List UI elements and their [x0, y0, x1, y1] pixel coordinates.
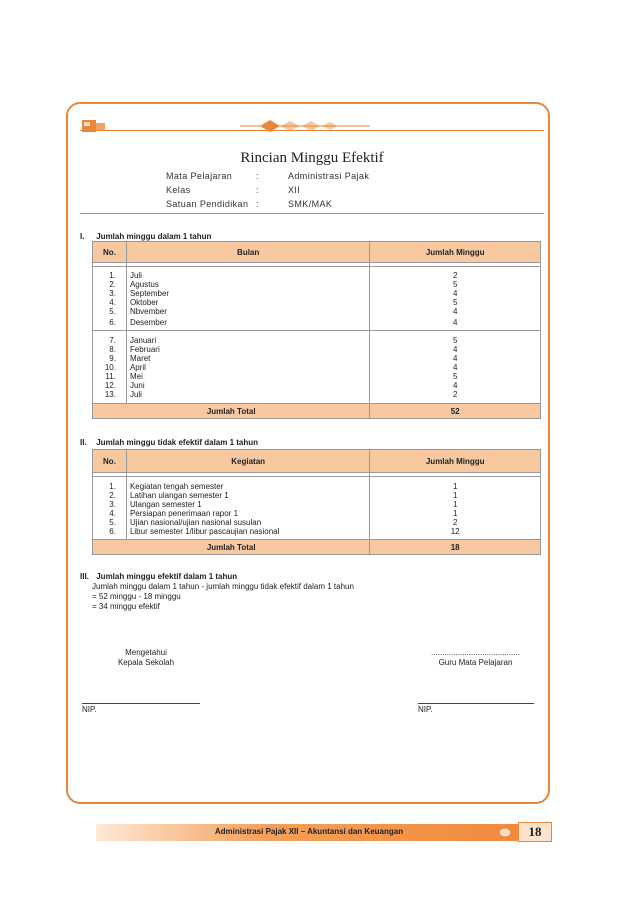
row-no: 3. — [109, 289, 116, 298]
col-header-jumlah: Jumlah Minggu — [370, 450, 541, 473]
row-no: 1. — [109, 482, 116, 491]
total-row — [93, 404, 541, 419]
row-bulan: Januari — [129, 336, 157, 345]
row-jumlah: 1 — [452, 509, 458, 518]
section-1-heading — [80, 232, 211, 241]
calc-line: = 34 minggu efektif — [92, 602, 160, 611]
row-no: 6. — [109, 527, 116, 536]
total-value: 52 — [370, 404, 541, 419]
page-title: Rincian Minggu Efektif — [240, 150, 384, 166]
meta-row — [166, 169, 369, 183]
row-bulan: September — [129, 289, 170, 298]
col-header-bulan: Bulan — [126, 242, 369, 263]
section-number: I. — [80, 232, 85, 241]
row-bulan: April — [129, 363, 146, 372]
row-jumlah: 2 — [452, 518, 458, 527]
page-number: 18 — [518, 822, 552, 842]
row-kegiatan: Kegiatan tengah semester — [129, 482, 224, 491]
row-kegiatan: Latihan ulangan semester 1 — [129, 491, 229, 500]
row-bulan: Mei — [129, 372, 143, 381]
sign-left-line1: Mengetahui — [125, 648, 167, 657]
table-header-row — [93, 450, 541, 473]
weeks-table — [92, 241, 541, 419]
section-title: Jumlah minggu dalam 1 tahun — [96, 232, 212, 241]
sign-right-line2: Guru Mata Pelajaran — [438, 658, 513, 667]
row-kegiatan: Libur semester 1/libur pascaujian nasional — [129, 527, 280, 536]
non-effective-table — [92, 449, 541, 555]
meta-key: Mata Pelajaran — [166, 171, 233, 181]
row-jumlah: 1 — [452, 491, 458, 500]
meta-key: Satuan Pendidikan — [166, 199, 249, 209]
sign-left-line2: Kepala Sekolah — [117, 658, 175, 667]
row-bulan: Juli — [129, 271, 142, 280]
section-number: II. — [80, 438, 87, 447]
col-header-kegiatan: Kegiatan — [126, 450, 369, 473]
header-divider — [80, 213, 544, 214]
meta-row — [166, 183, 369, 197]
section-3-heading — [80, 572, 237, 581]
meta-colon: : — [256, 199, 259, 209]
row-bulan: Agustus — [129, 280, 159, 289]
row-bulan: Oktober — [129, 298, 159, 307]
row-no: 3. — [109, 500, 116, 509]
meta-key: Kelas — [166, 185, 191, 195]
meta-value: XII — [288, 185, 301, 195]
meta-colon: : — [256, 185, 259, 195]
row-jumlah: 2 — [452, 390, 458, 399]
row-no: 7. — [109, 336, 116, 345]
row-jumlah: 5 — [452, 280, 458, 289]
row-kegiatan: Persiapan penerimaan rapor 1 — [129, 509, 239, 518]
meta-colon: : — [256, 171, 259, 181]
row-jumlah: 4 — [452, 381, 458, 390]
row-bulan: Februari — [129, 345, 160, 354]
row-kegiatan: Ulangan semester 1 — [129, 500, 202, 509]
total-value: 18 — [370, 540, 541, 555]
row-no: 10. — [104, 363, 116, 372]
section-number: III. — [80, 572, 89, 581]
row-no: 9. — [109, 354, 116, 363]
meta-row — [166, 197, 369, 211]
row-jumlah: 4 — [452, 345, 458, 354]
row-jumlah: 2 — [452, 271, 458, 280]
calc-line: Jumlah minggu dalam 1 tahun - jumlah minggu tidak efektif dalam 1 tahun — [92, 582, 354, 591]
table-group-2 — [93, 331, 541, 404]
nip-right: NIP. — [418, 705, 433, 714]
row-no: 4. — [109, 298, 116, 307]
row-jumlah: 4 — [452, 307, 458, 316]
effective-calculation — [92, 582, 354, 612]
row-bulan: Juni — [129, 381, 145, 390]
row-no: 1. — [109, 271, 116, 280]
section-2-heading — [80, 438, 258, 447]
section-title: Jumlah minggu efektif dalam 1 tahun — [96, 572, 238, 581]
row-no: 11. — [105, 372, 116, 381]
col-header-jumlah: Jumlah Minggu — [370, 242, 541, 263]
sign-right-dots: ........................................ — [431, 648, 520, 657]
row-no: 2. — [109, 491, 116, 500]
footer — [66, 824, 552, 841]
row-bulan: Desember — [129, 318, 167, 327]
footer-title: Administrasi Pajak XII – Akuntansi dan Keuangan — [214, 827, 404, 836]
row-jumlah: 4 — [452, 289, 458, 298]
row-no: 2. — [109, 280, 116, 289]
row-jumlah: 4 — [452, 363, 458, 372]
row-kegiatan: Ujian nasional/ujian nasional susulan — [129, 518, 262, 527]
total-label: Jumlah Total — [93, 404, 370, 419]
row-jumlah: 1 — [452, 482, 458, 491]
meta-info — [166, 169, 369, 211]
signature-line-right — [418, 703, 534, 704]
meta-value: SMK/MAK — [288, 199, 333, 209]
row-jumlah: 5 — [452, 298, 458, 307]
row-jumlah: 12 — [450, 527, 460, 536]
signature-line-left — [82, 703, 200, 704]
signature-right — [418, 648, 533, 668]
row-no: 6. — [109, 318, 116, 327]
calc-line: = 52 minggu - 18 minggu — [92, 592, 181, 601]
table-group-1 — [93, 267, 541, 331]
row-bulan: Juli — [129, 390, 142, 399]
row-no: 12. — [104, 381, 116, 390]
signature-left — [100, 648, 192, 668]
col-header-no: No. — [93, 450, 127, 473]
table-header-row — [93, 242, 541, 263]
row-no: 4. — [109, 509, 116, 518]
row-jumlah: 5 — [452, 372, 458, 381]
row-no: 5. — [109, 518, 116, 527]
total-row — [93, 540, 541, 555]
row-jumlah: 1 — [452, 500, 458, 509]
col-header-no: No. — [93, 242, 127, 263]
section-title: Jumlah minggu tidak efektif dalam 1 tahun — [96, 438, 259, 447]
table-group — [93, 477, 541, 540]
row-no: 8. — [109, 345, 116, 354]
row-jumlah: 4 — [452, 318, 458, 327]
row-jumlah: 5 — [452, 336, 458, 345]
total-label: Jumlah Total — [93, 540, 370, 555]
row-no: 13. — [104, 390, 116, 399]
meta-value: Administrasi Pajak — [288, 171, 370, 181]
header — [80, 130, 544, 214]
nip-left: NIP. — [82, 705, 97, 714]
row-jumlah: 4 — [452, 354, 458, 363]
row-bulan: Nbvember — [129, 307, 167, 316]
row-no: 5. — [109, 307, 116, 316]
row-bulan: Maret — [129, 354, 151, 363]
